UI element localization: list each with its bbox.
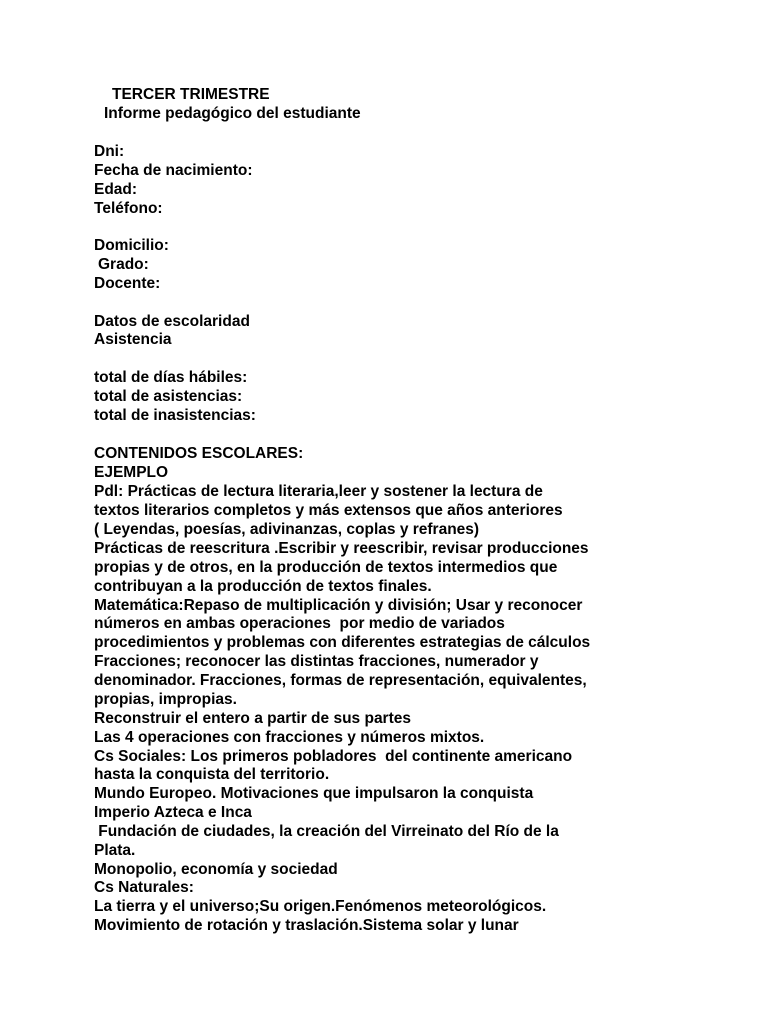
- content-line: Plata.: [94, 842, 136, 859]
- phone-field-label: Teléfono:: [94, 200, 163, 217]
- content-line: contribuyan a la producción de textos finales.: [94, 578, 432, 595]
- content-line: Prácticas de reescritura .Escribir y reescribir, revisar producciones: [94, 540, 589, 557]
- content-line: ( Leyendas, poesías, adivinanzas, coplas y refranes): [94, 521, 480, 538]
- content-line: Fracciones; reconocer las distintas fracciones, numerador y: [94, 653, 539, 670]
- content-line: propias y de otros, en la producción de textos intermedios que: [94, 559, 558, 576]
- grade-field-label: Grado:: [98, 256, 149, 273]
- content-line: Movimiento de rotación y traslación.Sistema solar y lunar: [94, 917, 519, 934]
- content-line: Cs Naturales:: [94, 879, 194, 896]
- content-line: Imperio Azteca e Inca: [94, 804, 252, 821]
- address-field-label: Domicilio:: [94, 237, 169, 254]
- content-line: procedimientos y problemas con diferentes estrategias de cálculos: [94, 634, 591, 651]
- content-line: Monopolio, economía y sociedad: [94, 861, 338, 878]
- content-line: Reconstruir el entero a partir de sus partes: [94, 710, 411, 727]
- example-label: EJEMPLO: [94, 464, 169, 481]
- teacher-field-label: Docente:: [94, 275, 161, 292]
- absences-field-label: total de inasistencias:: [94, 407, 256, 424]
- school-days-field-label: total de días hábiles:: [94, 369, 248, 386]
- content-line: Fundación de ciudades, la creación del Virreinato del Río de la: [94, 823, 559, 840]
- content-line: números en ambas operaciones por medio de variados: [94, 615, 505, 632]
- attended-field-label: total de asistencias:: [94, 388, 243, 405]
- content-line: propias, impropias.: [94, 691, 237, 708]
- content-line: Cs Sociales: Los primeros pobladores del continente americano: [94, 748, 573, 765]
- contents-heading: CONTENIDOS ESCOLARES:: [94, 445, 304, 462]
- content-line: denominador. Fracciones, formas de representación, equivalentes,: [94, 672, 587, 689]
- birth-date-field-label: Fecha de nacimiento:: [94, 162, 253, 179]
- schooling-heading: Datos de escolaridad: [94, 313, 250, 330]
- content-line: Pdl: Prácticas de lectura literaria,leer y sostener la lectura de: [94, 483, 543, 500]
- age-field-label: Edad:: [94, 181, 138, 198]
- content-line: Mundo Europeo. Motivaciones que impulsaron la conquista: [94, 785, 534, 802]
- document-title: TERCER TRIMESTRE: [112, 86, 270, 103]
- content-line: hasta la conquista del territorio.: [94, 766, 330, 783]
- content-line: Las 4 operaciones con fracciones y números mixtos.: [94, 729, 485, 746]
- document-subtitle: Informe pedagógico del estudiante: [104, 105, 361, 122]
- content-line: Matemática:Repaso de multiplicación y división; Usar y reconocer: [94, 597, 583, 614]
- content-line: La tierra y el universo;Su origen.Fenómenos meteorológicos.: [94, 898, 547, 915]
- dni-field-label: Dni:: [94, 143, 125, 160]
- content-line: textos literarios completos y más extensos que años anteriores: [94, 502, 563, 519]
- attendance-heading: Asistencia: [94, 331, 172, 348]
